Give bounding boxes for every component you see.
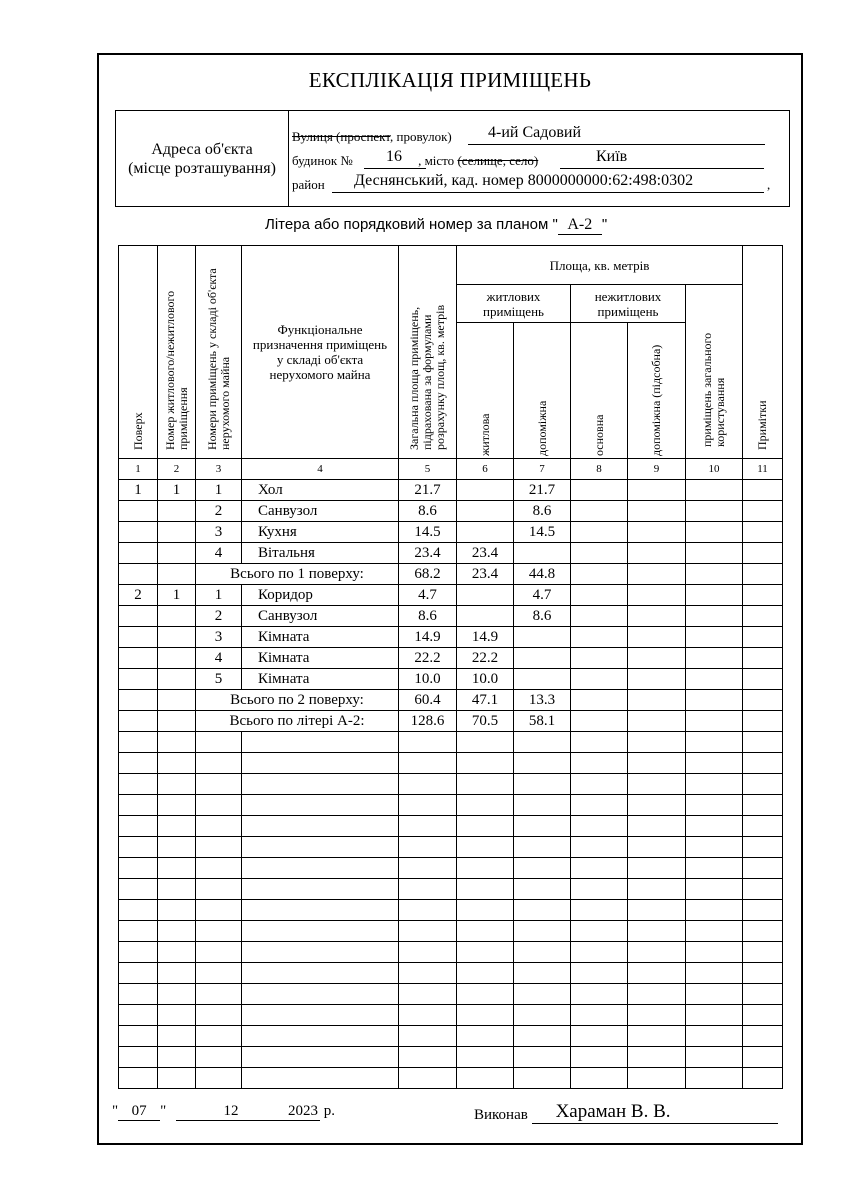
empty-cell xyxy=(196,1005,242,1026)
empty-cell xyxy=(196,816,242,837)
empty-cell xyxy=(514,942,571,963)
empty-cell xyxy=(196,984,242,1005)
empty-cell xyxy=(158,900,196,921)
empty-cell xyxy=(119,1005,158,1026)
table-row: 4 Кімната 22.2 22.2 xyxy=(119,648,783,669)
empty-cell xyxy=(628,732,686,753)
empty-cell xyxy=(242,774,399,795)
empty-cell xyxy=(514,921,571,942)
empty-cell xyxy=(196,753,242,774)
empty-cell xyxy=(743,816,783,837)
empty-cell xyxy=(514,1026,571,1047)
empty-cell xyxy=(457,1047,514,1068)
empty-cell xyxy=(686,732,743,753)
empty-cell xyxy=(399,921,457,942)
header-nonresidential: нежитлових приміщень xyxy=(571,285,686,323)
empty-cell xyxy=(743,1068,783,1089)
empty-cell xyxy=(514,879,571,900)
empty-cell xyxy=(571,732,628,753)
empty-cell xyxy=(196,963,242,984)
empty-cell xyxy=(242,816,399,837)
district-label: район xyxy=(292,177,325,192)
empty-cell xyxy=(119,942,158,963)
empty-cell xyxy=(457,921,514,942)
empty-cell xyxy=(686,774,743,795)
empty-cell xyxy=(571,753,628,774)
empty-cell xyxy=(743,1026,783,1047)
empty-cell xyxy=(571,1005,628,1026)
empty-cell xyxy=(743,984,783,1005)
empty-cell xyxy=(686,1005,743,1026)
building-line xyxy=(292,148,628,169)
address-box xyxy=(115,110,790,207)
empty-cell xyxy=(686,984,743,1005)
empty-cell xyxy=(571,900,628,921)
district-value: Деснянський, кад. номер 8000000000:62:498:0302 xyxy=(354,172,694,189)
street-value: 4-ий Садовий xyxy=(488,124,582,141)
empty-cell xyxy=(119,774,158,795)
header-function: Функціональне призначення приміщень у складі об'єкта нерухомого майна xyxy=(242,246,399,459)
address-label xyxy=(116,111,289,206)
empty-cell xyxy=(457,732,514,753)
empty-cell xyxy=(743,795,783,816)
empty-cell xyxy=(457,942,514,963)
header-room-no: Номери приміщень у складі об'єкта нерухомого майна xyxy=(196,246,242,459)
empty-cell xyxy=(242,732,399,753)
date-year: 2023 xyxy=(288,1103,318,1119)
empty-cell xyxy=(119,732,158,753)
empty-row xyxy=(119,1026,783,1047)
city-label: , місто xyxy=(418,153,455,168)
empty-cell xyxy=(628,1047,686,1068)
empty-cell xyxy=(158,837,196,858)
empty-cell xyxy=(399,900,457,921)
city-value: Київ xyxy=(596,148,628,165)
empty-cell xyxy=(119,1068,158,1089)
table-row: 2 1 1 Коридор 4.7 4.7 xyxy=(119,585,783,606)
empty-cell xyxy=(399,1026,457,1047)
empty-cell xyxy=(628,753,686,774)
empty-cell xyxy=(514,1005,571,1026)
table-row: 3 Кімната 14.9 14.9 xyxy=(119,627,783,648)
empty-row xyxy=(119,1005,783,1026)
performer-label: Виконав xyxy=(474,1107,528,1123)
empty-cell xyxy=(743,963,783,984)
total-litera-row: Всього по літері А-2: 128.6 70.5 58.1 xyxy=(119,711,783,732)
empty-cell xyxy=(119,858,158,879)
empty-cell xyxy=(686,1026,743,1047)
address-label-line1: Адреса об'єкта xyxy=(151,140,253,158)
empty-cell xyxy=(196,879,242,900)
empty-cell xyxy=(686,858,743,879)
empty-cell xyxy=(686,795,743,816)
empty-row xyxy=(119,1047,783,1068)
empty-cell xyxy=(743,1047,783,1068)
empty-cell xyxy=(686,837,743,858)
empty-cell xyxy=(514,774,571,795)
empty-cell xyxy=(628,1026,686,1047)
empty-cell xyxy=(514,732,571,753)
date-month: 12 xyxy=(176,1103,286,1121)
date-day: 07 xyxy=(118,1103,160,1121)
city-struck: (селище, село) xyxy=(457,153,539,168)
empty-cell xyxy=(571,795,628,816)
empty-cell xyxy=(514,795,571,816)
empty-row xyxy=(119,732,783,753)
empty-cell xyxy=(686,753,743,774)
empty-cell xyxy=(457,858,514,879)
district-line xyxy=(292,172,771,193)
empty-cell xyxy=(399,774,457,795)
total-floor2-row: Всього по 2 поверху: 60.4 47.1 13.3 xyxy=(119,690,783,711)
date-year-suffix: р. xyxy=(323,1103,335,1119)
empty-cell xyxy=(158,1047,196,1068)
empty-cell xyxy=(686,1068,743,1089)
table-row: 2 Санвузол 8.6 8.6 xyxy=(119,606,783,627)
empty-cell xyxy=(196,837,242,858)
empty-cell xyxy=(514,984,571,1005)
empty-cell xyxy=(196,732,242,753)
empty-cell xyxy=(158,879,196,900)
empty-cell xyxy=(457,879,514,900)
empty-cell xyxy=(158,984,196,1005)
empty-cell xyxy=(571,963,628,984)
empty-cell xyxy=(242,1068,399,1089)
empty-cell xyxy=(628,942,686,963)
empty-cell xyxy=(399,879,457,900)
empty-row xyxy=(119,837,783,858)
empty-cell xyxy=(457,816,514,837)
empty-row xyxy=(119,942,783,963)
empty-cell xyxy=(457,1026,514,1047)
header-living: житлова xyxy=(457,323,514,459)
empty-row xyxy=(119,921,783,942)
header-residential: житлових приміщень xyxy=(457,285,571,323)
empty-cell xyxy=(242,984,399,1005)
date-line: " 07 " 12 2023 р. xyxy=(112,1103,335,1119)
empty-cell xyxy=(196,921,242,942)
empty-cell xyxy=(457,1068,514,1089)
empty-cell xyxy=(457,753,514,774)
empty-row xyxy=(119,1068,783,1089)
empty-cell xyxy=(628,963,686,984)
empty-cell xyxy=(628,879,686,900)
empty-cell xyxy=(119,963,158,984)
empty-cell xyxy=(242,963,399,984)
empty-cell xyxy=(628,774,686,795)
empty-cell xyxy=(158,858,196,879)
empty-cell xyxy=(743,1005,783,1026)
empty-cell xyxy=(743,879,783,900)
empty-cell xyxy=(399,1047,457,1068)
empty-cell xyxy=(571,837,628,858)
empty-cell xyxy=(743,732,783,753)
empty-cell xyxy=(196,1068,242,1089)
empty-cell xyxy=(457,795,514,816)
empty-cell xyxy=(514,1047,571,1068)
explication-table xyxy=(118,245,783,1089)
empty-cell xyxy=(571,858,628,879)
empty-cell xyxy=(158,963,196,984)
empty-row xyxy=(119,753,783,774)
empty-cell xyxy=(628,816,686,837)
empty-cell xyxy=(571,1047,628,1068)
empty-cell xyxy=(119,816,158,837)
empty-cell xyxy=(457,774,514,795)
empty-cell xyxy=(196,942,242,963)
empty-row xyxy=(119,795,783,816)
empty-cell xyxy=(457,984,514,1005)
empty-cell xyxy=(399,795,457,816)
empty-cell xyxy=(399,963,457,984)
empty-cell xyxy=(743,753,783,774)
empty-cell xyxy=(571,921,628,942)
empty-cell xyxy=(571,816,628,837)
empty-cell xyxy=(628,858,686,879)
empty-cell xyxy=(743,837,783,858)
empty-cell xyxy=(119,900,158,921)
empty-cell xyxy=(242,795,399,816)
empty-cell xyxy=(119,1026,158,1047)
empty-cell xyxy=(457,900,514,921)
empty-cell xyxy=(399,837,457,858)
empty-cell xyxy=(242,1047,399,1068)
table-row: 4 Вітальня 23.4 23.4 xyxy=(119,543,783,564)
empty-cell xyxy=(196,900,242,921)
street-prefix-struck: Вулиця (проспект xyxy=(292,129,391,144)
empty-cell xyxy=(196,774,242,795)
performer-line xyxy=(474,1103,778,1126)
empty-cell xyxy=(158,774,196,795)
header-floor: Поверх xyxy=(119,246,158,459)
empty-cell xyxy=(399,858,457,879)
table-row: 5 Кімната 10.0 10.0 xyxy=(119,669,783,690)
empty-cell xyxy=(514,753,571,774)
empty-cell xyxy=(196,1026,242,1047)
empty-row xyxy=(119,816,783,837)
street-line xyxy=(292,124,582,145)
empty-cell xyxy=(242,858,399,879)
header-total-area: Загальна площа приміщень, підрахована за формулами розрахунку площ, кв. метрів xyxy=(399,246,457,459)
header-common-use: приміщень загального користування xyxy=(686,285,743,459)
empty-cell xyxy=(242,1026,399,1047)
empty-cell xyxy=(514,1068,571,1089)
litera-suffix: " xyxy=(601,216,608,233)
empty-cell xyxy=(158,1068,196,1089)
empty-cell xyxy=(686,900,743,921)
empty-cell xyxy=(158,942,196,963)
empty-cell xyxy=(514,963,571,984)
empty-cell xyxy=(743,942,783,963)
empty-row xyxy=(119,900,783,921)
total-floor1-row: Всього по 1 поверху: 68.2 23.4 44.8 xyxy=(119,564,783,585)
empty-cell xyxy=(457,1005,514,1026)
empty-cell xyxy=(571,774,628,795)
empty-cell xyxy=(399,942,457,963)
empty-cell xyxy=(743,921,783,942)
empty-cell xyxy=(119,879,158,900)
empty-row xyxy=(119,858,783,879)
empty-cell xyxy=(399,1005,457,1026)
empty-cell xyxy=(119,984,158,1005)
empty-row xyxy=(119,774,783,795)
empty-cell xyxy=(399,984,457,1005)
empty-cell xyxy=(242,879,399,900)
empty-cell xyxy=(457,837,514,858)
table-row: 3 Кухня 14.5 14.5 xyxy=(119,522,783,543)
empty-cell xyxy=(119,921,158,942)
litera-prefix: Літера або порядковий номер за планом " xyxy=(265,216,558,233)
column-number-row: 1 2 3 4 5 6 7 8 9 10 11 xyxy=(119,459,783,480)
empty-cell xyxy=(686,942,743,963)
empty-cell xyxy=(628,837,686,858)
street-prefix: , провулок) xyxy=(390,129,452,144)
header-main: основна xyxy=(571,323,628,459)
empty-cell xyxy=(196,858,242,879)
empty-cell xyxy=(514,837,571,858)
empty-cell xyxy=(628,921,686,942)
header-auxiliary: допоміжна xyxy=(514,323,571,459)
empty-cell xyxy=(686,963,743,984)
empty-cell xyxy=(399,816,457,837)
empty-cell xyxy=(158,732,196,753)
city-underline xyxy=(560,151,764,169)
building-value: 16 xyxy=(386,148,402,165)
empty-cell xyxy=(686,879,743,900)
litera-value: А-2 xyxy=(558,216,602,235)
empty-cell xyxy=(119,795,158,816)
empty-cell xyxy=(571,879,628,900)
empty-cell xyxy=(399,753,457,774)
empty-cell xyxy=(514,858,571,879)
empty-cell xyxy=(571,984,628,1005)
empty-cell xyxy=(514,816,571,837)
empty-cell xyxy=(457,963,514,984)
empty-cell xyxy=(514,900,571,921)
empty-cell xyxy=(119,837,158,858)
litera-line xyxy=(265,216,607,235)
address-label-line2: (місце розташування) xyxy=(128,159,276,177)
empty-cell xyxy=(119,753,158,774)
empty-cell xyxy=(571,942,628,963)
empty-cell xyxy=(399,732,457,753)
empty-row xyxy=(119,984,783,1005)
performer-name: Хараман В. В. xyxy=(532,1101,778,1124)
empty-cell xyxy=(628,900,686,921)
empty-cell xyxy=(158,816,196,837)
empty-cell xyxy=(743,900,783,921)
empty-row xyxy=(119,963,783,984)
empty-cell xyxy=(743,858,783,879)
empty-cell xyxy=(686,921,743,942)
district-end: , xyxy=(767,177,771,192)
empty-cell xyxy=(571,1026,628,1047)
empty-cell xyxy=(242,837,399,858)
empty-cell xyxy=(196,795,242,816)
table-row: 2 Санвузол 8.6 8.6 xyxy=(119,501,783,522)
header-aux-basement: допоміжна (підсобна) xyxy=(628,323,686,459)
building-label: будинок № xyxy=(292,153,353,168)
empty-cell xyxy=(242,1005,399,1026)
empty-cell xyxy=(158,753,196,774)
empty-cell xyxy=(196,1047,242,1068)
empty-cell xyxy=(628,984,686,1005)
empty-cell xyxy=(158,1026,196,1047)
header-area-group: Площа, кв. метрів xyxy=(457,246,743,285)
table-row: 1 1 1 Хол 21.7 21.7 xyxy=(119,480,783,501)
empty-cell xyxy=(158,921,196,942)
empty-cell xyxy=(158,795,196,816)
empty-row xyxy=(119,879,783,900)
empty-cell xyxy=(119,1047,158,1068)
empty-cell xyxy=(242,900,399,921)
empty-cell xyxy=(743,774,783,795)
header-apt-no: Номер житлового/нежитлового приміщення xyxy=(158,246,196,459)
empty-cell xyxy=(242,753,399,774)
empty-cell xyxy=(242,942,399,963)
empty-cell xyxy=(571,1068,628,1089)
empty-cell xyxy=(158,1005,196,1026)
empty-cell xyxy=(399,1068,457,1089)
empty-cell xyxy=(628,1005,686,1026)
empty-cell xyxy=(242,921,399,942)
empty-cell xyxy=(686,816,743,837)
empty-cell xyxy=(628,1068,686,1089)
header-notes: Примітки xyxy=(743,246,783,459)
empty-cell xyxy=(628,795,686,816)
page-title: ЕКСПЛІКАЦІЯ ПРИМІЩЕНЬ xyxy=(308,68,592,92)
empty-cell xyxy=(686,1047,743,1068)
